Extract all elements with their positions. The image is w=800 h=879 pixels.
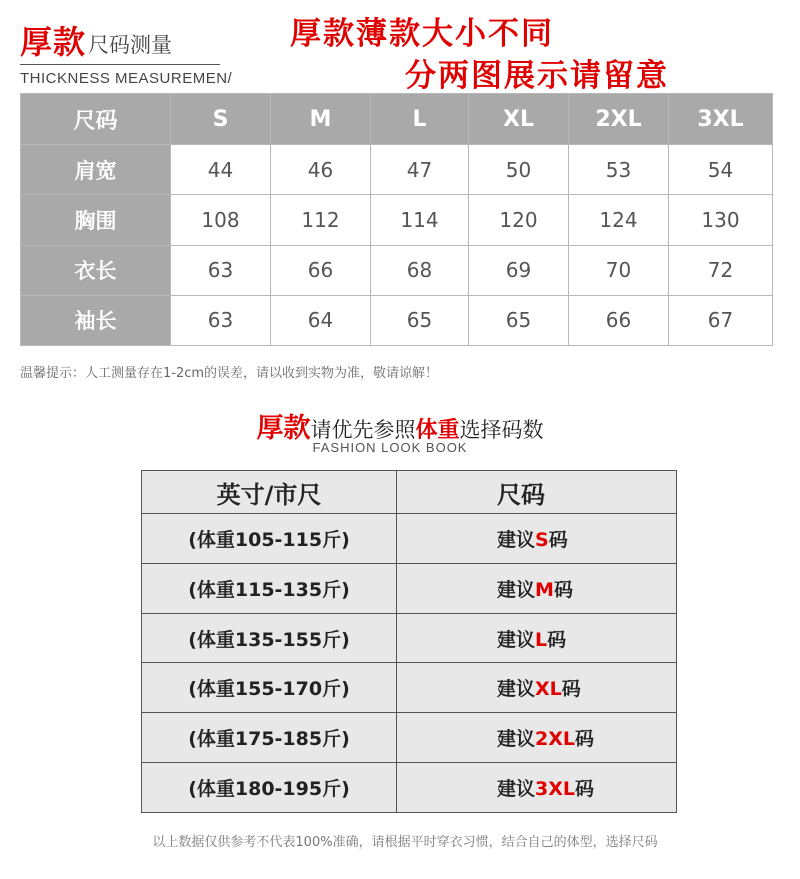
suggest-prefix: 建议 — [497, 778, 536, 801]
notice-line-2: 分两图展示请留意 — [405, 58, 669, 94]
row-label-chest: 胸围 — [21, 195, 171, 245]
table-cell: 72 — [669, 245, 773, 295]
table-row — [142, 613, 677, 663]
suggest-suffix: 码 — [575, 778, 595, 801]
size-header-m: M — [271, 94, 371, 145]
table-cell: 54 — [669, 145, 773, 195]
measurement-table — [20, 93, 773, 346]
header-thick-label: 厚款 — [20, 23, 87, 61]
title-text-2: 选择码数 — [459, 418, 544, 442]
suggest-suffix: 码 — [575, 728, 595, 751]
weight-header-row — [142, 471, 677, 514]
size-header-l: L — [371, 94, 469, 145]
header-block — [20, 22, 270, 87]
table-row — [21, 245, 773, 295]
table-cell: 44 — [171, 145, 271, 195]
table-cell: 108 — [171, 195, 271, 245]
suggest-prefix: 建议 — [497, 578, 536, 601]
size-header-2xl: 2XL — [569, 94, 669, 145]
size-header-s: S — [171, 94, 271, 145]
header-underline — [20, 64, 220, 65]
size-header-3xl: 3XL — [669, 94, 773, 145]
table-cell: 53 — [569, 145, 669, 195]
table-cell: 63 — [171, 245, 271, 295]
weight-range: (体重115-135斤) — [142, 563, 397, 613]
table-cell: 114 — [371, 195, 469, 245]
table-row — [142, 763, 677, 813]
suggest-size: M — [535, 578, 554, 601]
table-row — [21, 295, 773, 345]
weight-range: (体重180-195斤) — [142, 763, 397, 813]
table-row — [142, 663, 677, 713]
size-header-label: 尺码 — [21, 94, 171, 145]
table-cell: 69 — [469, 245, 569, 295]
suggest-prefix: 建议 — [497, 628, 536, 651]
suggest-suffix: 码 — [547, 628, 567, 651]
table-cell: 68 — [371, 245, 469, 295]
table-cell: 67 — [669, 295, 773, 345]
table-cell: 130 — [669, 195, 773, 245]
table-row — [21, 195, 773, 245]
table-cell: 112 — [271, 195, 371, 245]
suggest-prefix: 建议 — [497, 678, 536, 701]
weight-section-english: FASHION LOOK BOOK — [312, 440, 468, 455]
row-label-length: 衣长 — [21, 245, 171, 295]
suggest-suffix: 码 — [548, 528, 568, 551]
suggest-prefix: 建议 — [497, 728, 536, 751]
footnote: 以上数据仅供参考不代表100%准确，请根据平时穿衣习惯，结合自己的体型，选择尺码 — [152, 835, 658, 850]
weight-col-header: 英寸/市尺 — [142, 471, 397, 514]
table-row — [142, 713, 677, 763]
weight-size-table — [141, 470, 677, 813]
table-cell: 66 — [569, 295, 669, 345]
table-cell: 70 — [569, 245, 669, 295]
size-suggestion — [397, 613, 677, 663]
weight-range: (体重175-185斤) — [142, 713, 397, 763]
weight-range: (体重155-170斤) — [142, 663, 397, 713]
table-cell: 120 — [469, 195, 569, 245]
row-label-sleeve: 袖长 — [21, 295, 171, 345]
warm-tip: 温馨提示：人工测量存在1-2cm的误差，请以收到实物为准，敬请谅解！ — [20, 366, 439, 381]
row-label-shoulder: 肩宽 — [21, 145, 171, 195]
table-cell: 65 — [371, 295, 469, 345]
table-cell: 66 — [271, 245, 371, 295]
header-subtitle: 尺码测量 — [88, 33, 173, 57]
suggest-suffix: 码 — [561, 678, 581, 701]
table-row — [21, 145, 773, 195]
size-suggestion — [397, 713, 677, 763]
weight-range: (体重135-155斤) — [142, 613, 397, 663]
size-suggestion — [397, 663, 677, 713]
title-thick: 厚款 — [256, 413, 311, 444]
size-suggestion — [397, 763, 677, 813]
measurement-header-row — [21, 94, 773, 145]
table-cell: 47 — [371, 145, 469, 195]
suggest-size: XL — [535, 678, 562, 701]
suggest-suffix: 码 — [553, 578, 573, 601]
suggest-prefix: 建议 — [497, 528, 536, 551]
table-cell: 124 — [569, 195, 669, 245]
suggest-size: L — [535, 628, 548, 651]
table-row — [142, 563, 677, 613]
size-col-header: 尺码 — [397, 471, 677, 514]
suggest-size: 3XL — [535, 778, 575, 801]
table-row — [142, 514, 677, 564]
suggest-size: 2XL — [535, 728, 575, 751]
size-suggestion — [397, 563, 677, 613]
table-cell: 64 — [271, 295, 371, 345]
size-header-xl: XL — [469, 94, 569, 145]
table-cell: 46 — [271, 145, 371, 195]
suggest-size: S — [535, 528, 549, 551]
title-text-1: 请优先参照 — [310, 418, 416, 442]
header-title — [20, 22, 270, 62]
size-suggestion — [397, 514, 677, 564]
table-cell: 50 — [469, 145, 569, 195]
table-cell: 63 — [171, 295, 271, 345]
notice-line-1: 厚款薄款大小不同 — [290, 16, 554, 52]
weight-range: (体重105-115斤) — [142, 514, 397, 564]
table-cell: 65 — [469, 295, 569, 345]
title-weight: 体重 — [415, 418, 460, 443]
header-english: THICKNESS MEASUREMEN/ — [20, 70, 233, 87]
